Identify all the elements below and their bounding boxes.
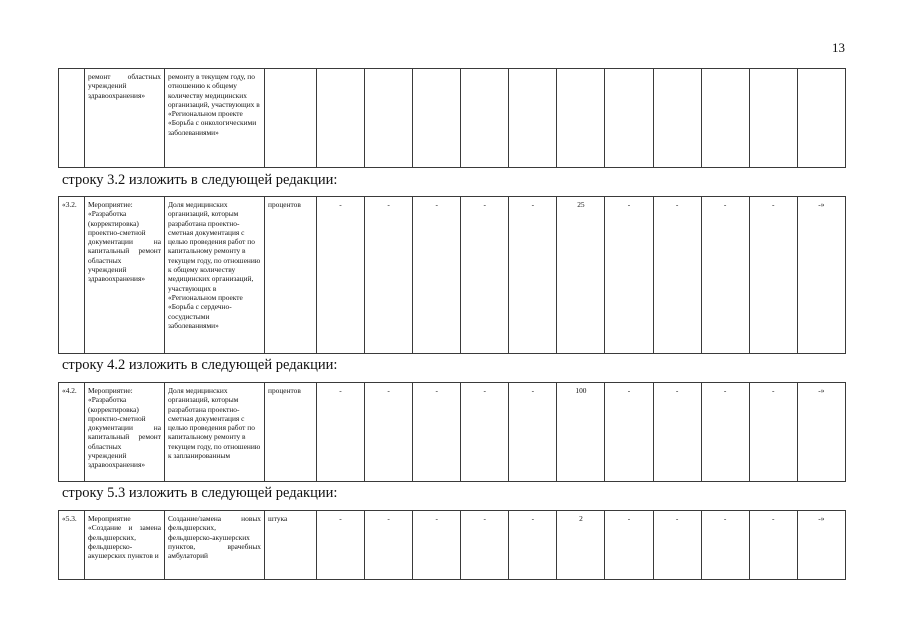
table-row xyxy=(59,511,846,580)
cell-value: - xyxy=(749,511,797,580)
section-heading: строку 4.2 изложить в следующей редакции: xyxy=(62,357,338,373)
cell-value: - xyxy=(317,511,365,580)
cell-value: - xyxy=(509,383,557,482)
cell-value: - xyxy=(605,383,653,482)
cell-end xyxy=(797,69,845,168)
cell-value: - xyxy=(317,197,365,354)
cell-value xyxy=(413,69,461,168)
cell-measure: Мероприятие: «Разработка (корректировка) проектно-сметной документации на капитальный ремонт областных учреждений здравоохранения» xyxy=(85,197,165,354)
table-row-3-2 xyxy=(58,196,846,354)
cell-num: «5.3. xyxy=(59,511,85,580)
cell-value: - xyxy=(653,383,701,482)
cell-value xyxy=(653,69,701,168)
table-row-4-2 xyxy=(58,382,846,482)
cell-num xyxy=(59,69,85,168)
cell-num: «4.2. xyxy=(59,383,85,482)
cell-value: - xyxy=(653,197,701,354)
table-fragment xyxy=(58,68,846,168)
cell-value xyxy=(509,69,557,168)
cell-value: - xyxy=(605,511,653,580)
cell-value: - xyxy=(413,383,461,482)
cell-value: - xyxy=(461,511,509,580)
cell-value xyxy=(701,69,749,168)
cell-value: - xyxy=(509,197,557,354)
page-number: 13 xyxy=(832,40,845,55)
cell-indicator: Доля медицинских организаций, которым разработана проектно-сметная документация с целью проведения работ по капитальному ремонту в текущем году, по отношению к запланированным xyxy=(165,383,265,482)
table-row xyxy=(59,69,846,168)
cell-measure: ремонт областных учреждений здравоохранения» xyxy=(85,69,165,168)
cell-value xyxy=(365,69,413,168)
table-row-5-3 xyxy=(58,510,846,580)
cell-value: - xyxy=(749,383,797,482)
table-row xyxy=(59,383,846,482)
cell-value: - xyxy=(605,197,653,354)
cell-value xyxy=(557,69,605,168)
cell-value xyxy=(749,69,797,168)
cell-end: -» xyxy=(797,383,845,482)
cell-value: - xyxy=(701,197,749,354)
cell-value: - xyxy=(653,511,701,580)
cell-indicator: Доля медицинских организаций, которым разработана проектно-сметная документация с целью проведения работ по капитальному ремонту в текущем году, по отношению к общему количеству медицинских организаций, участвующих в «Региональном проекте «Борьба с сердечно-сосудистыми заболеваниями» xyxy=(165,197,265,354)
cell-measure: Мероприятие: «Разработка (корректировка) проектно-сметной документации на капитальный ремонт областных учреждений здравоохранения» xyxy=(85,383,165,482)
cell-end: -» xyxy=(797,511,845,580)
cell-value: - xyxy=(509,511,557,580)
cell-measure: Мероприятие «Создание и замена фельдшерских, фельдшерско-акушерских пунктов и xyxy=(85,511,165,580)
cell-value: 2 xyxy=(557,511,605,580)
cell-value: - xyxy=(365,197,413,354)
section-heading: строку 5.3 изложить в следующей редакции: xyxy=(62,485,338,501)
table-row xyxy=(59,197,846,354)
cell-value: - xyxy=(317,383,365,482)
section-heading: строку 3.2 изложить в следующей редакции: xyxy=(62,172,338,188)
cell-num: «3.2. xyxy=(59,197,85,354)
cell-value: - xyxy=(365,383,413,482)
cell-value: - xyxy=(701,383,749,482)
cell-value: - xyxy=(413,197,461,354)
cell-unit: штука xyxy=(265,511,317,580)
cell-unit: процентов xyxy=(265,197,317,354)
cell-value: - xyxy=(461,197,509,354)
cell-value: - xyxy=(749,197,797,354)
cell-value: - xyxy=(413,511,461,580)
cell-value: - xyxy=(365,511,413,580)
cell-value: - xyxy=(701,511,749,580)
cell-indicator: ремонту в текущем году, по отношению к общему количеству медицинских организаций, участвующих в «Региональном проекте «Борьба с онкологическими заболеваниями» xyxy=(165,69,265,168)
cell-unit: процентов xyxy=(265,383,317,482)
cell-value xyxy=(317,69,365,168)
cell-end: -» xyxy=(797,197,845,354)
cell-unit xyxy=(265,69,317,168)
cell-value xyxy=(461,69,509,168)
cell-value xyxy=(605,69,653,168)
cell-indicator: Создание/замена новых фельдшерских, фельдшерско-акушерских пунктов, врачебных амбулаторий xyxy=(165,511,265,580)
cell-value: 100 xyxy=(557,383,605,482)
cell-value: - xyxy=(461,383,509,482)
cell-value: 25 xyxy=(557,197,605,354)
